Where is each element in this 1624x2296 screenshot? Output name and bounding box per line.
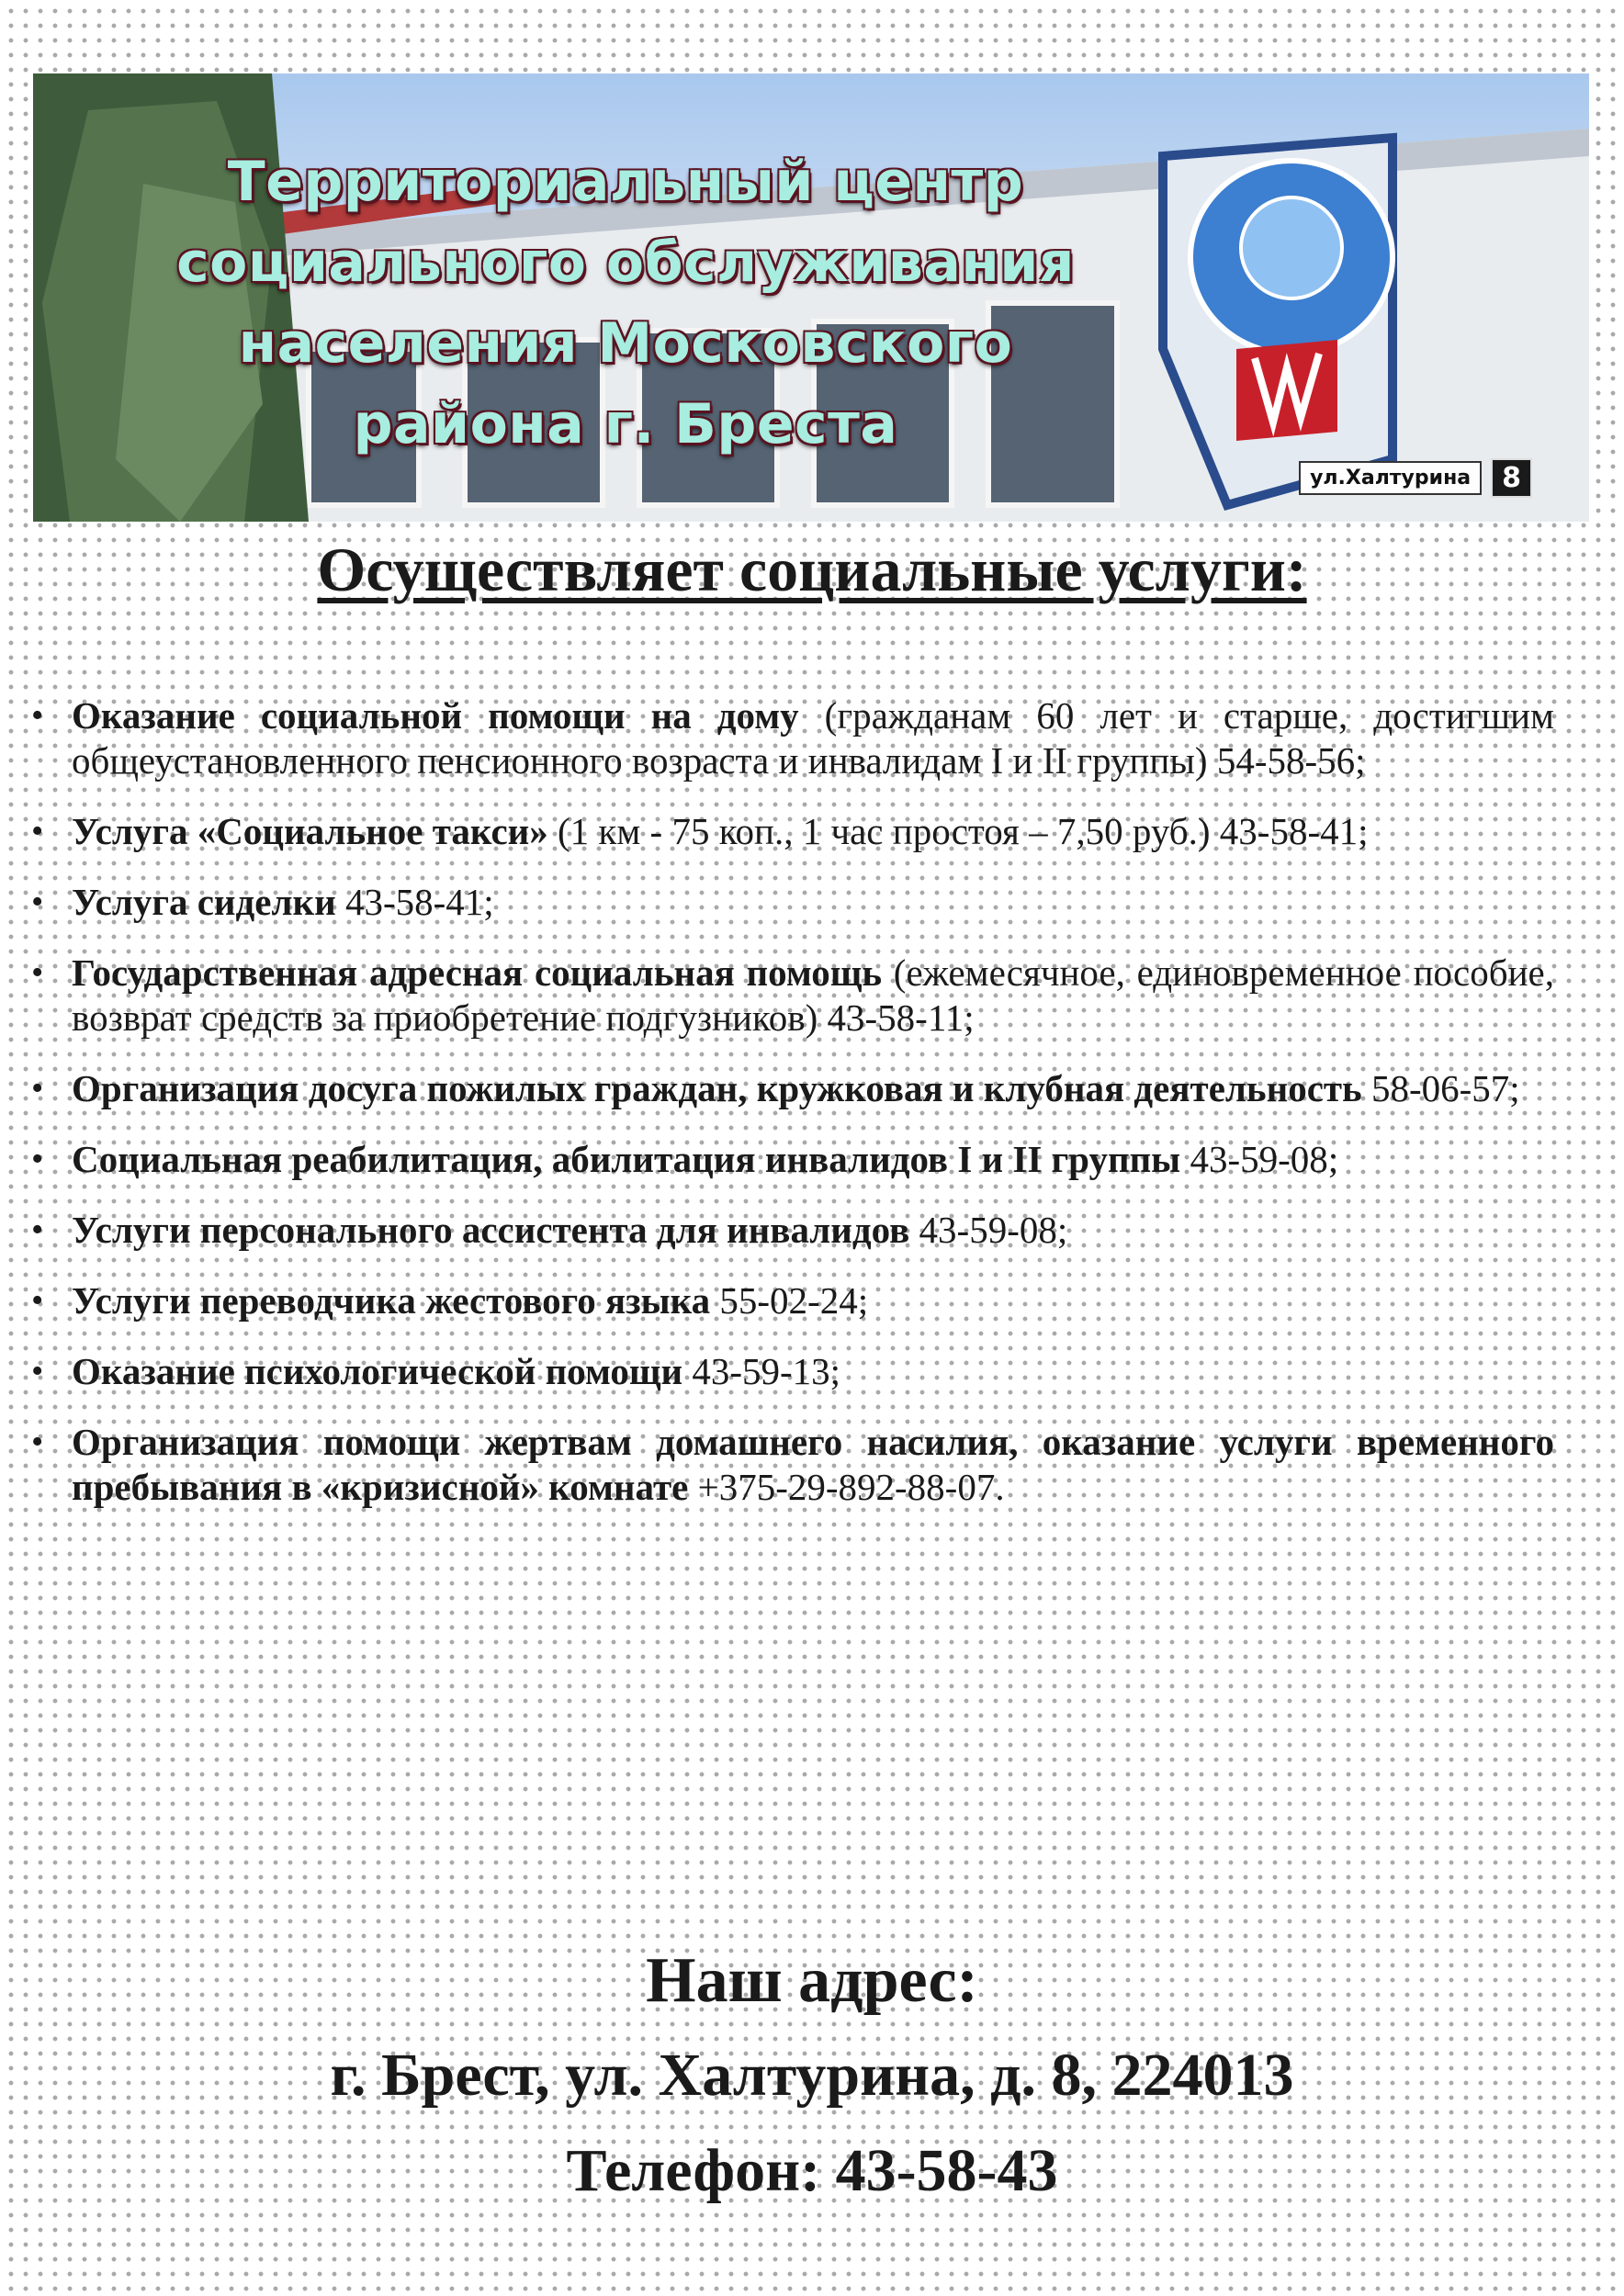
bullet-icon: • <box>31 696 44 735</box>
service-details: +375-29-892-88-07. <box>688 1466 1005 1508</box>
bullet-icon: • <box>31 1210 44 1249</box>
bullet-icon: • <box>31 883 44 921</box>
bullet-icon: • <box>31 1069 44 1108</box>
service-name: Оказание психологической помощи <box>72 1350 683 1392</box>
bullet-icon: • <box>31 812 44 850</box>
street-sign-name: ул.Халтурина <box>1299 461 1482 495</box>
header-title-line: района г. Бреста <box>353 392 898 456</box>
street-sign-number: 8 <box>1491 458 1532 498</box>
service-name: Услуги персонального ассистента для инвалидов <box>72 1209 910 1251</box>
header-title-line: Территориальный центр <box>227 150 1024 214</box>
service-details: 43-59-08; <box>909 1209 1068 1251</box>
list-item <box>31 1420 1554 1510</box>
service-details: (1 км - 75 коп., 1 час простоя – 7,50 руб.) 43-58-41; <box>547 810 1369 852</box>
service-details: 55-02-24; <box>710 1279 869 1322</box>
service-name: Услуга сиделки <box>72 881 336 923</box>
phone-line: Телефон: 43-58-43 <box>566 2137 1058 2204</box>
service-name: Оказание социальной помощи на дому <box>72 694 799 737</box>
bullet-icon: • <box>31 953 44 992</box>
service-name: Социальная реабилитация, абилитация инвалидов I и II группы <box>72 1138 1181 1180</box>
street-sign <box>1299 459 1532 496</box>
address-title: Наш адрес: <box>646 1945 978 2016</box>
service-details: (ежемесячное, единовременное пособие, возврат средств за приобретение подгузников) 43-58-11; <box>72 951 1554 1039</box>
header-title-line: социального обслуживания <box>176 231 1075 295</box>
service-details: (гражданам 60 лет и старше, достигшим общеустановленного пенсионного возраста и инвалидам I и II группы) 54-58-56; <box>72 694 1554 782</box>
list-item <box>31 1349 1554 1394</box>
bullet-icon: • <box>31 1352 44 1390</box>
list-item <box>31 1208 1554 1253</box>
bullet-icon: • <box>31 1140 44 1178</box>
bullet-icon: • <box>31 1281 44 1320</box>
service-details: 43-58-41; <box>335 881 494 923</box>
service-name: Услуги переводчика жестового языка <box>72 1279 711 1322</box>
list-item <box>31 951 1554 1041</box>
list-item <box>31 1066 1554 1111</box>
list-item <box>31 693 1554 783</box>
list-item <box>31 1137 1554 1182</box>
header-title <box>152 141 1099 465</box>
service-name: Услуга «Социальное такси» <box>72 810 548 852</box>
main-title: Осуществляет социальные услуги: <box>317 535 1307 604</box>
service-name: Государственная адресная социальная помощь <box>72 951 883 994</box>
service-name: Организация досуга пожилых граждан, кружковая и клубная деятельность <box>72 1067 1362 1109</box>
list-item <box>31 1278 1554 1323</box>
service-details: 58-06-57; <box>1361 1067 1520 1109</box>
services-list <box>31 693 1554 1536</box>
list-item <box>31 809 1554 854</box>
header-title-line: населения Московского <box>238 311 1013 376</box>
address-line: г. Брест, ул. Халтурина, д. 8, 224013 <box>330 2042 1294 2109</box>
service-details: 43-59-08; <box>1180 1138 1339 1180</box>
service-details: 43-59-13; <box>682 1350 841 1392</box>
bullet-icon: • <box>31 1423 44 1461</box>
service-name: Организация помощи жертвам домашнего насилия, оказание услуги временного пребывания в «кризисной» комнате <box>72 1421 1554 1508</box>
header-photo <box>33 73 1589 522</box>
list-item <box>31 880 1554 925</box>
